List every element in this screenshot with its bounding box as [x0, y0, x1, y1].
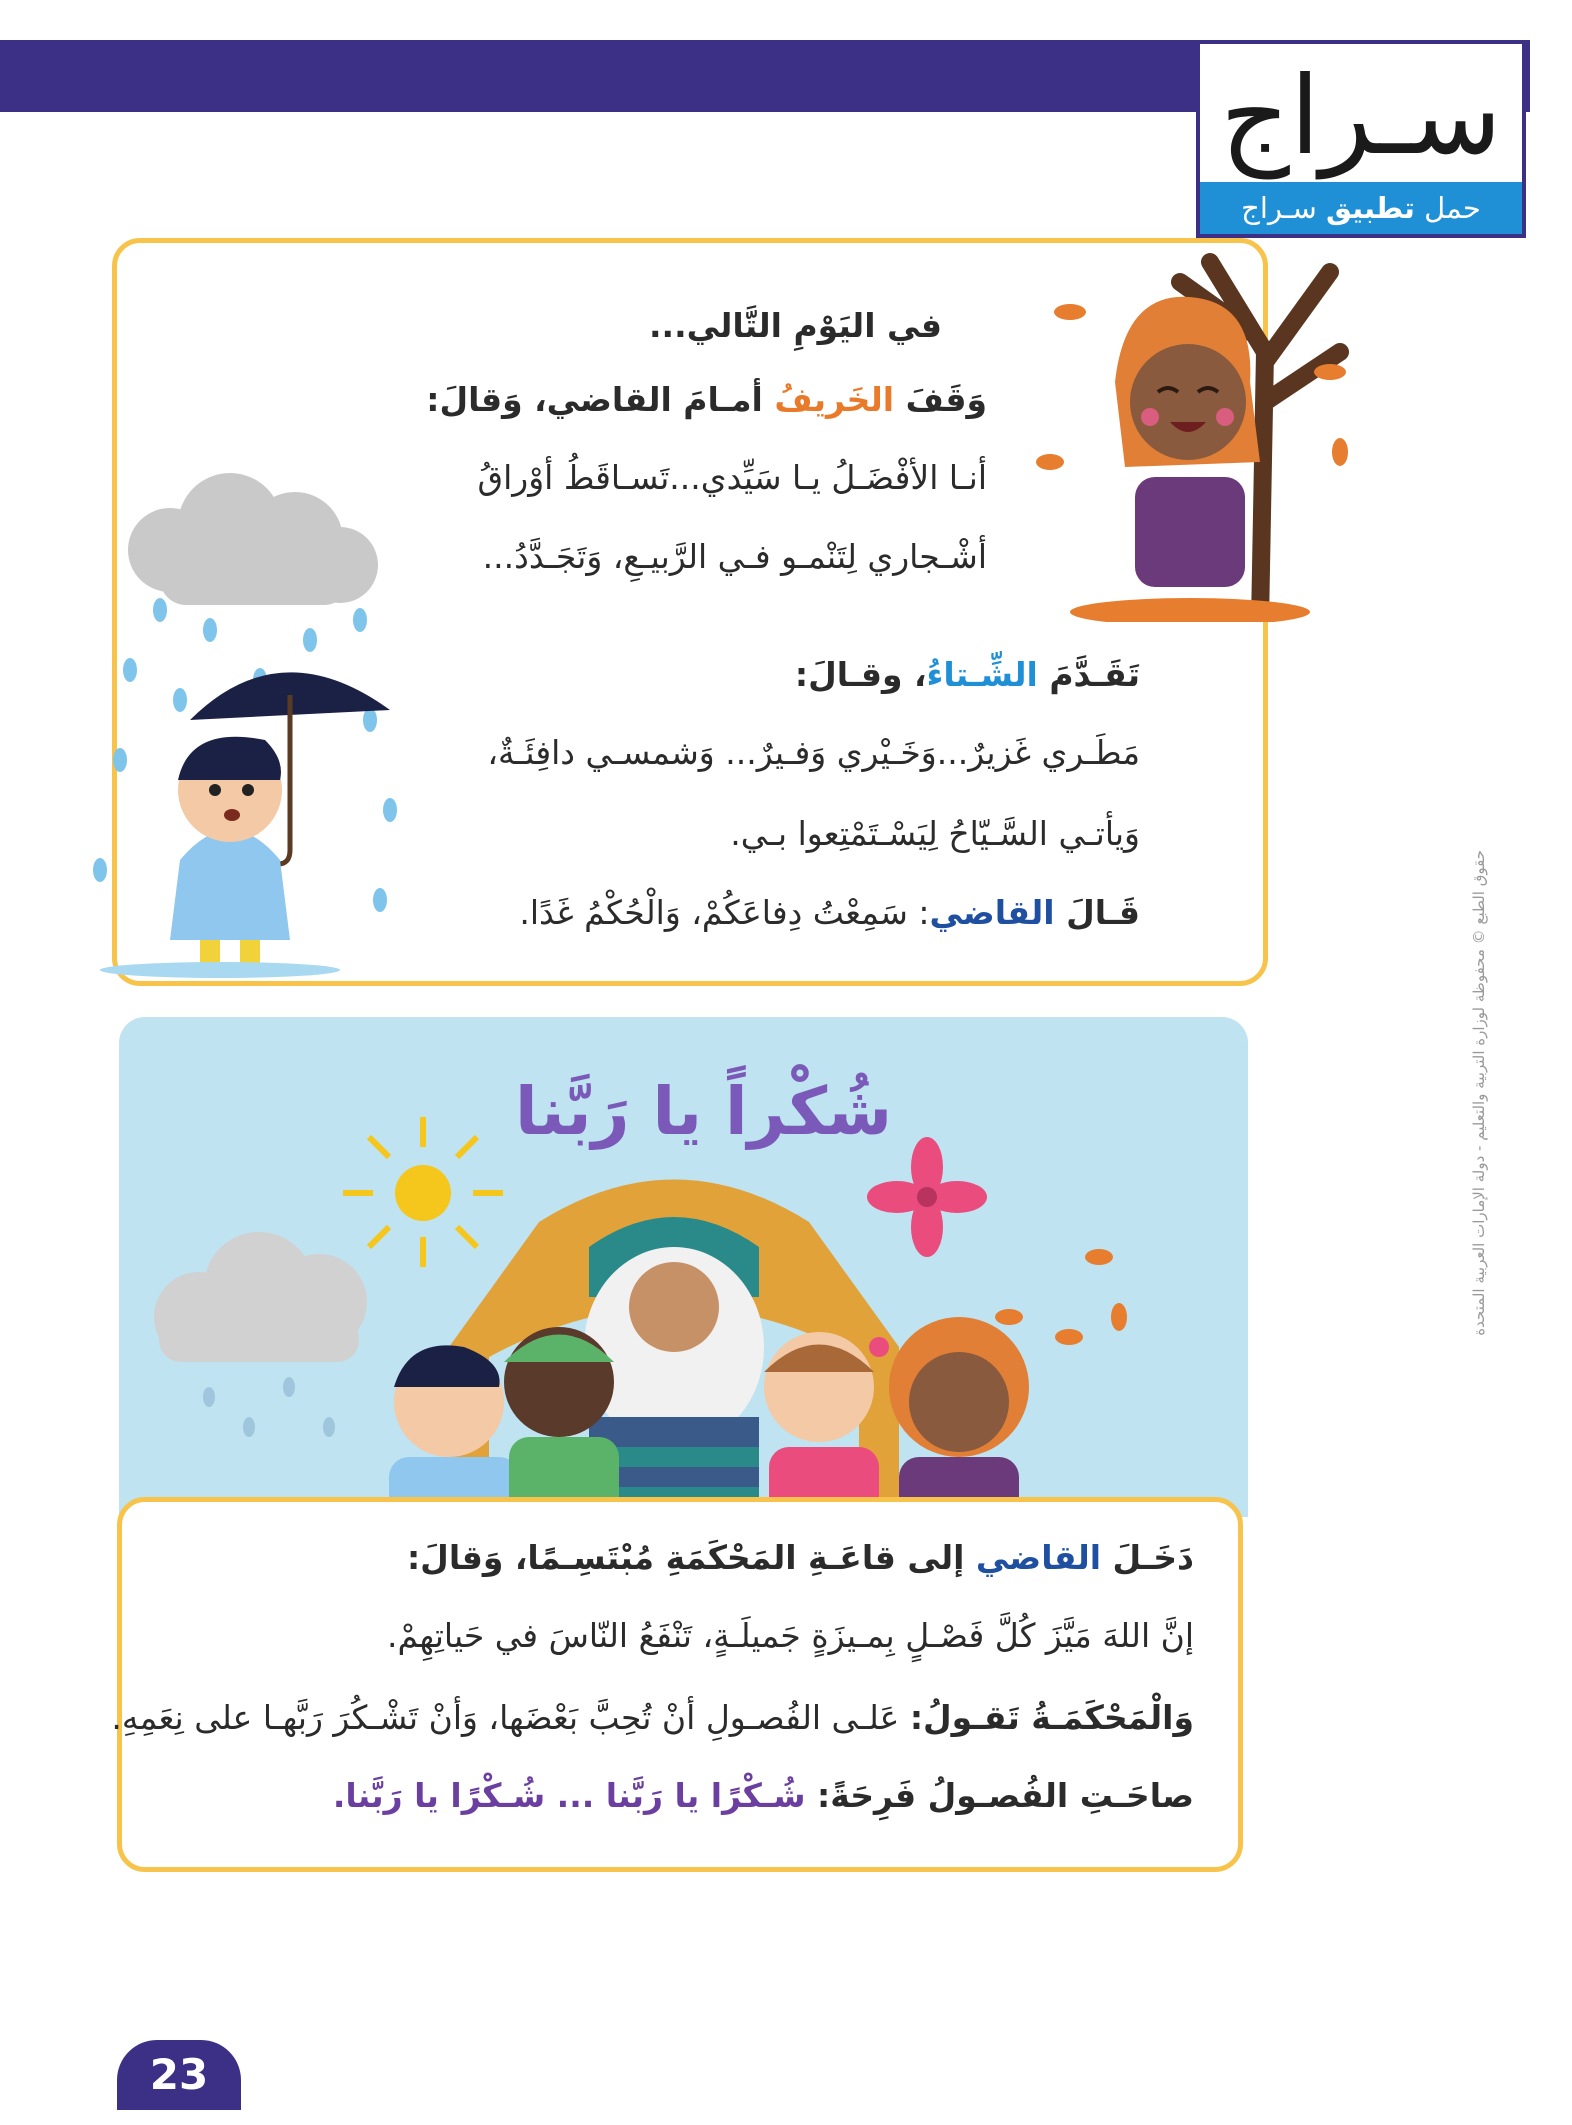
copyright-note: حقوق الطبع © محفوظة لوزارة التربية والتعليم - دولة الإمارات العربية المتحدة — [1470, 850, 1488, 1336]
page-number: 23 — [117, 2040, 241, 2110]
story1-line-6: مَطَـري غَزيرٌ...وَخَـيْري وَفـيرٌ... وَشمسـي دافِئَـةٌ، — [487, 733, 1140, 772]
siraj-logo[interactable] — [1196, 40, 1526, 238]
autumn-tree-illustration — [1010, 232, 1380, 622]
story1-line-1: في اليَوْمِ التَّالي... — [649, 306, 942, 345]
story2-line-1: دَخَـلَ القاضي إلى قاعَـةِ المَحْكَمَةِ مُبْتَسِـمًا، وَقالَ: — [406, 1538, 1194, 1577]
scene-title: شُكْراً يا رَبَّنا — [515, 1073, 892, 1150]
story1-line-4: أشْـجاري لِتَنْمـو فـي الرَّبيـعِ، وَتَجَـدَّدُ... — [482, 537, 987, 576]
story1-line-3: أنـا الأفْضَـلُ يـا سَيِّدي...تَسـاقَطُ أوْراقُ — [477, 458, 987, 497]
story1-line-5: تَقَـدَّمَ الشِّـتاءُ، وقـالَ: — [794, 655, 1140, 694]
story2-line-3: وَالْمَحْكَمَـةُ تَقـولُ: عَلـى الفُصـولِ أنْ تُحِبَّ بَعْضَها، وَأنْ تَشْـكُرَ رَبَّهـا على نِعَمِهِ. — [111, 1698, 1194, 1737]
story2-line-4: صاحَـتِ الفُصـولُ فَرِحَةً: شُـكْرًا يا رَبَّنا ... شُـكْرًا يا رَبَّنا. — [332, 1776, 1194, 1815]
logo-subtitle: حمل تطبيق سـراج — [1200, 182, 1522, 234]
scene-illustration — [119, 1017, 1248, 1517]
thanks-scene — [119, 1017, 1248, 1517]
story1-line-7: وَيأتـي السَّـيّاحُ لِيَسْـتَمْتِعوا بـي. — [730, 814, 1140, 853]
rain-cloud-illustration — [60, 470, 480, 990]
logo-word: سـراج — [1220, 54, 1502, 179]
story2-line-2: إنَّ اللهَ مَيَّزَ كُلَّ فَصْـلٍ بِمـيزَةٍ جَميلَـةٍ، تَنْفَعُ النّاسَ في حَياتِهِمْ. — [387, 1616, 1194, 1655]
story1-line-2: وَقَفَ الخَريفُ أمـامَ القاضي، وَقالَ: — [426, 380, 987, 419]
story1-line-8: قَـالَ القاضي: سَمِعْتُ دِفاعَكُمْ، وَالْحُكْمُ غَدًا. — [519, 893, 1140, 932]
